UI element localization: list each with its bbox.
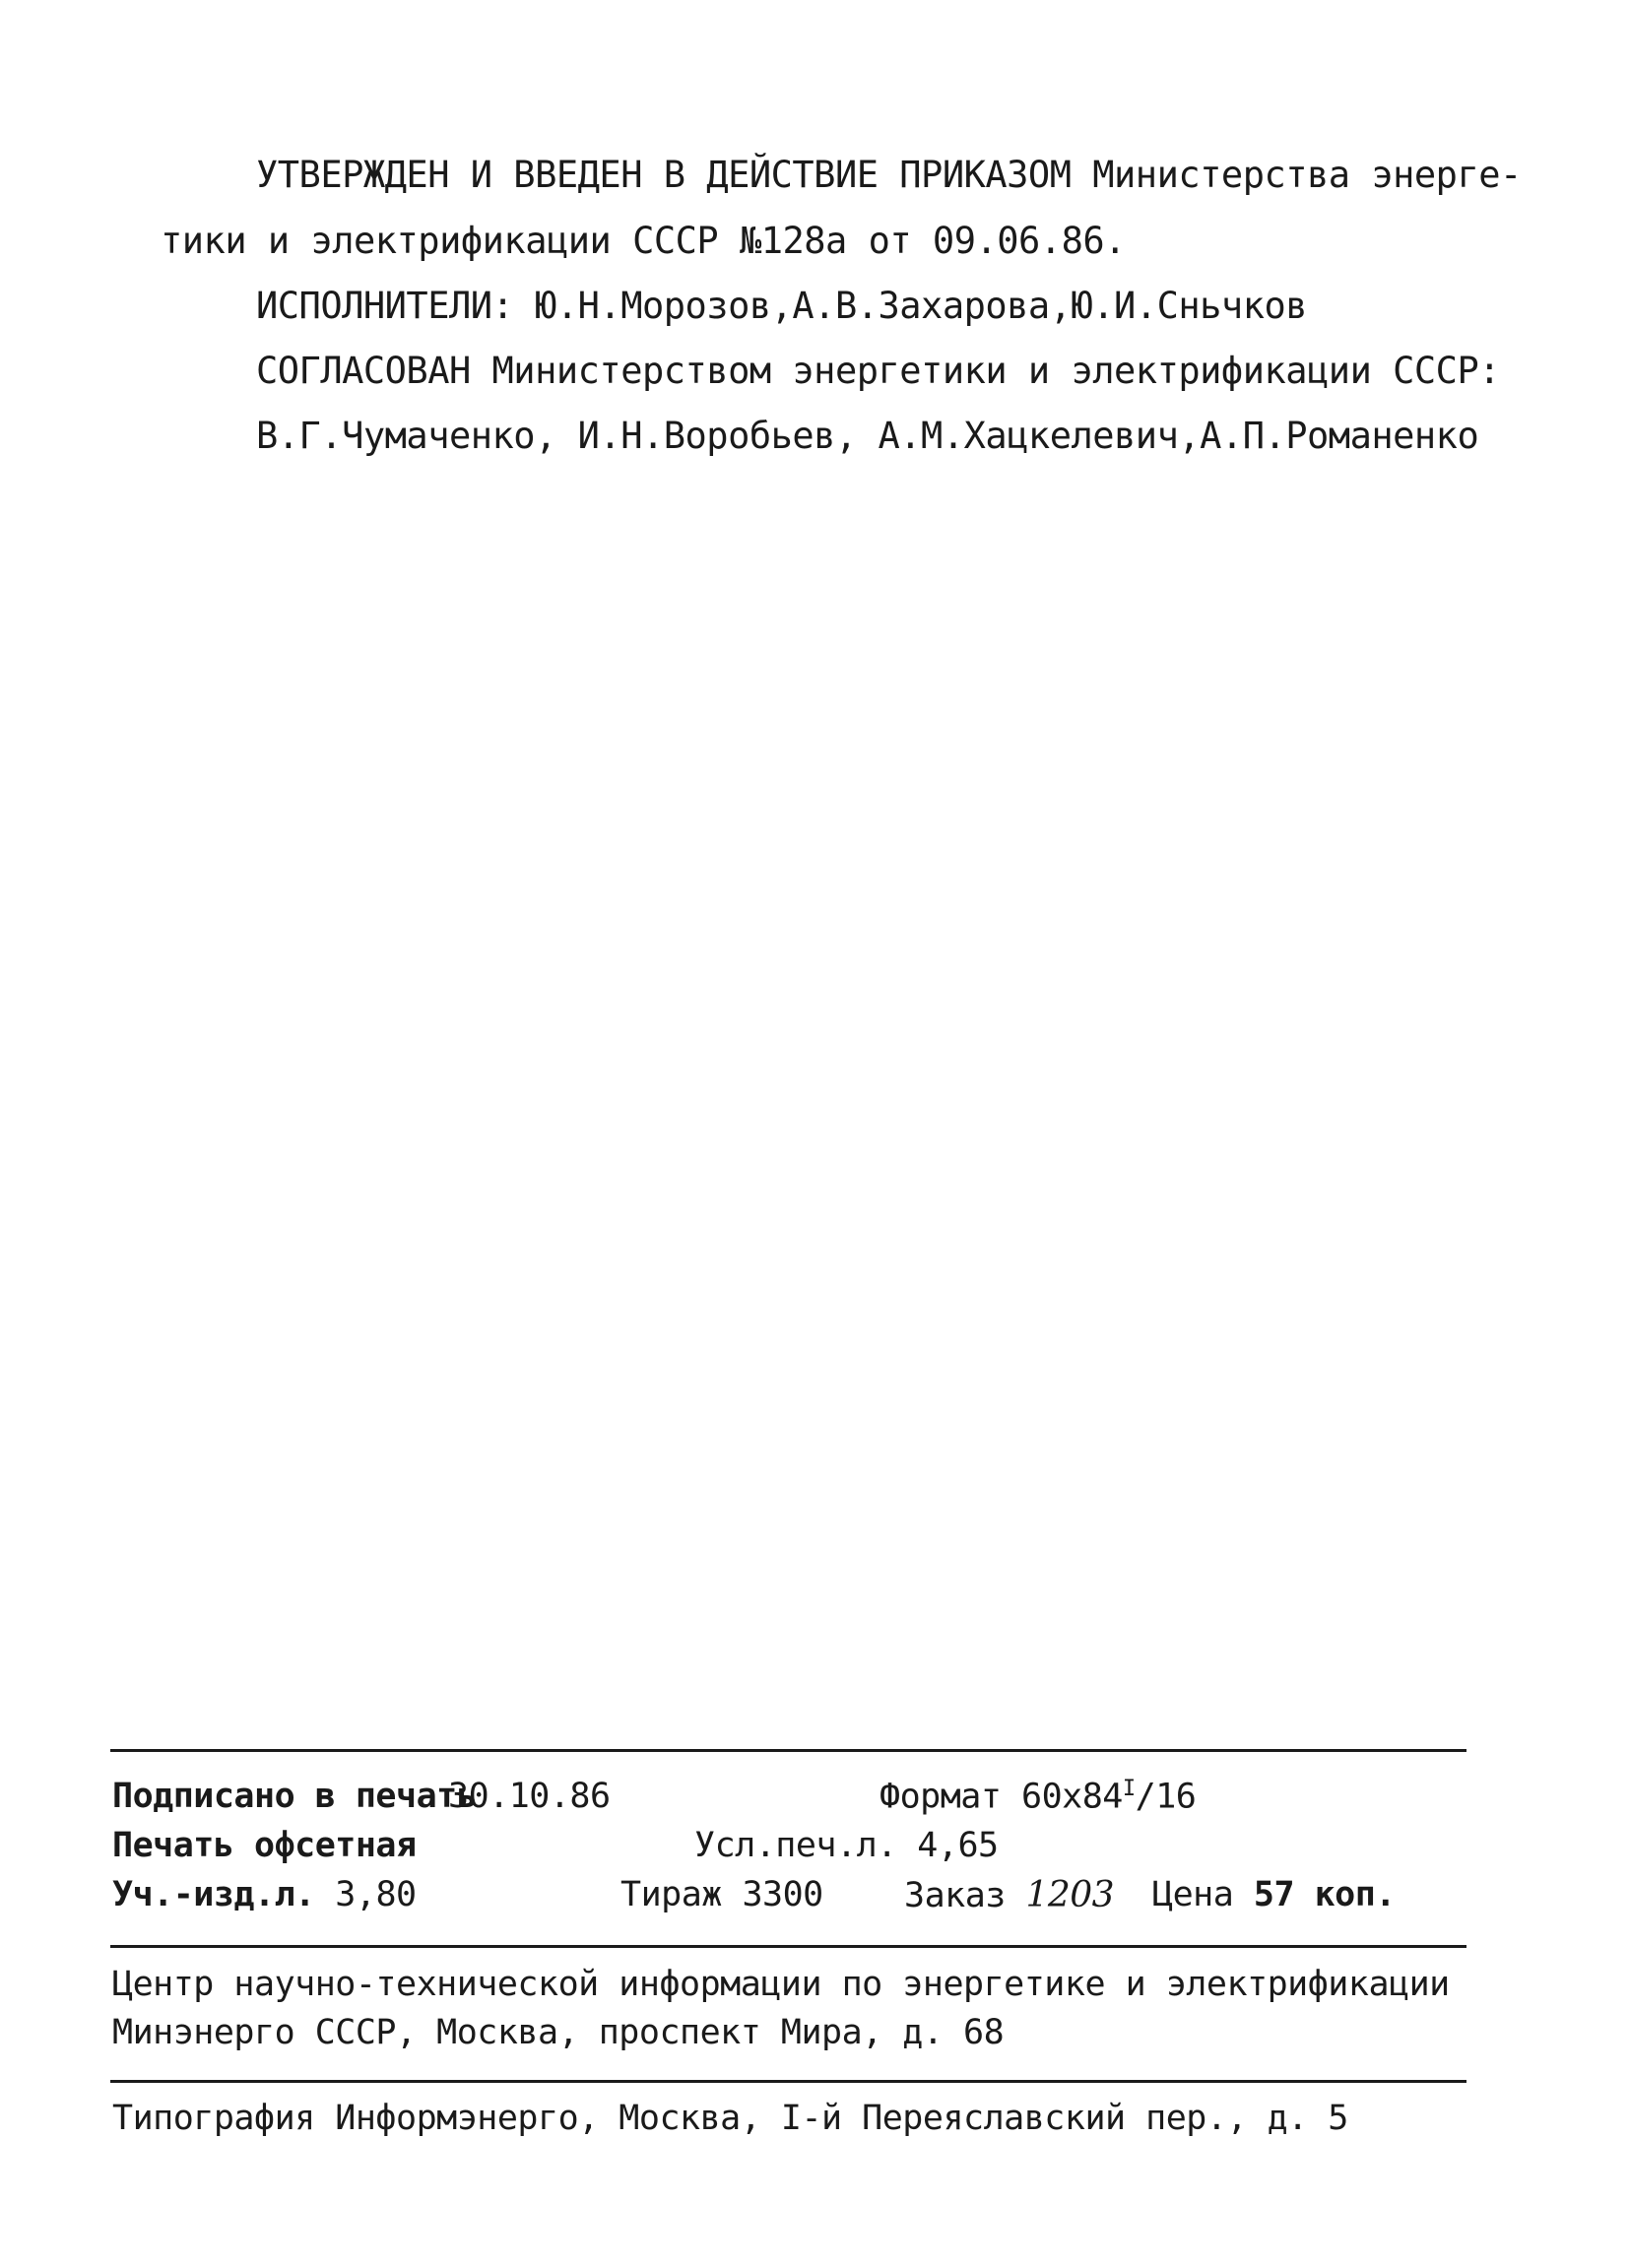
format-value: 60x84 — [1021, 1777, 1123, 1817]
pub-sheets — [112, 1875, 417, 1914]
run-label: Тираж — [620, 1875, 722, 1914]
imprint-top-rule — [110, 1749, 1466, 1752]
publisher-line-1: Центр научно-технической информации по энергетике и электрификации — [112, 1965, 1450, 2004]
pub-sheets-label: Уч.-изд.л. — [112, 1875, 315, 1914]
price-label: Цена — [1152, 1875, 1234, 1914]
format-info — [880, 1777, 1196, 1817]
conv-sheets-value: 4,65 — [917, 1826, 999, 1865]
pub-sheets-value: 3,80 — [335, 1875, 417, 1914]
signed-label: Подписано в печать — [112, 1777, 478, 1816]
price-value: 57 коп. — [1253, 1875, 1396, 1914]
conv-sheets-label: Усл.печ.л. — [694, 1826, 897, 1865]
executors-line: ИСПОЛНИТЕЛИ: Ю.Н.Морозов,А.В.Захарова,Ю.И.Сньчков — [256, 285, 1308, 327]
print-type: Печать офсетная — [112, 1826, 417, 1865]
format-label: Формат — [880, 1777, 1002, 1817]
agreed-line: СОГЛАСОВАН Министерством энергетики и электрификации СССР: — [256, 350, 1501, 392]
printer-top-rule — [110, 2080, 1466, 2083]
print-run — [620, 1875, 823, 1914]
format-tail: /16 — [1135, 1777, 1197, 1817]
publisher-top-rule — [110, 1945, 1466, 1948]
printer-line: Типография Информэнерго, Москва, I-й Переяславский пер., д. 5 — [112, 2099, 1348, 2138]
format-sup: I — [1122, 1777, 1136, 1801]
order-info — [904, 1875, 1114, 1915]
signatories-line: В.Г.Чумаченко, И.Н.Воробьев, А.М.Хацкелевич,А.П.Романенко — [256, 415, 1479, 457]
order-label: Заказ — [904, 1876, 1006, 1915]
approval-line-2: тики и электрификации СССР №128а от 09.06.86. — [161, 220, 1126, 262]
conv-sheets — [694, 1826, 999, 1865]
price-info — [1152, 1875, 1396, 1914]
publisher-line-2: Минэнерго СССР, Москва, проспект Мира, д. 68 — [112, 2013, 1005, 2052]
order-value: 1203 — [1025, 1875, 1115, 1915]
run-value: 3300 — [742, 1875, 823, 1914]
signed-date: 30.10.86 — [448, 1777, 611, 1816]
approval-line-1: УТВЕРЖДЕН И ВВЕДЕН В ДЕЙСТВИЕ ПРИКАЗОМ Министерства энерге- — [256, 154, 1522, 196]
